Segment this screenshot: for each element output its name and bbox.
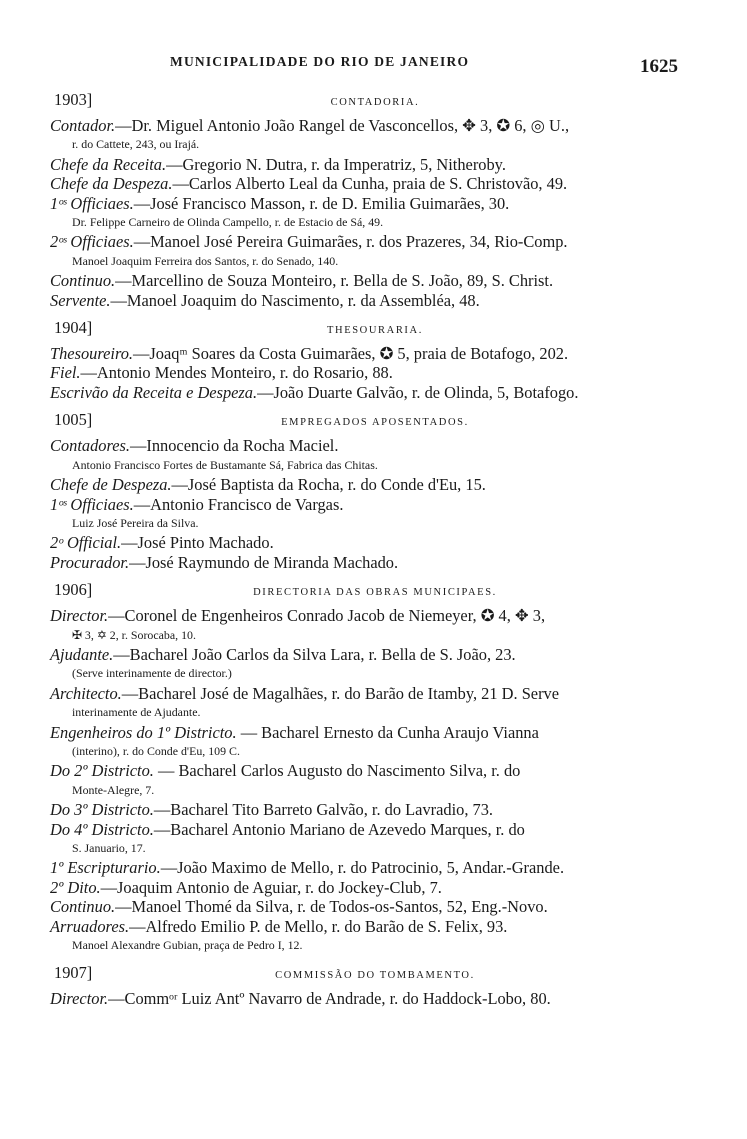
entry-text: —José Baptista da Rocha, r. do Conde d'Eu, 15.	[171, 475, 486, 495]
entry-role: Contadores.	[50, 436, 130, 456]
entry-role: Servente.	[50, 290, 111, 310]
section-title: CONTADORIA.	[330, 97, 420, 108]
entry-text: —Manoel Thomé da Silva, r. de Todos-os-Santos, 52, Eng.-Novo.	[115, 897, 548, 917]
entry-line	[50, 897, 700, 916]
entry-line	[50, 917, 700, 936]
page-number: 1625	[640, 56, 678, 77]
entry-line	[50, 344, 700, 363]
section-entries	[50, 606, 700, 955]
section-number: 1906]	[54, 580, 93, 600]
entry-line	[50, 800, 700, 819]
entry-role: 2º Dito.	[50, 877, 101, 897]
section-title: EMPREGADOS APOSENTADOS.	[281, 417, 469, 429]
entry-text: —João Maximo de Mello, r. do Patrocinio, 5, Andar.-Grande.	[160, 858, 565, 878]
entry-line	[50, 839, 700, 858]
entry-role: 1ᵒˢ Officiaes.	[50, 494, 134, 514]
entry-text: Monte-Alegre, 7.	[72, 782, 155, 797]
entry-line	[50, 723, 700, 742]
entry-role: Continuo.	[50, 271, 116, 291]
entry-line	[50, 533, 700, 552]
entry-text: —Manoel Joaquim do Nascimento, r. da Assembléa, 48.	[110, 290, 480, 310]
section-heading	[50, 408, 700, 432]
entry-role: Ajudante.	[50, 644, 114, 664]
entry-role: Architecto.	[50, 683, 122, 703]
entry-line	[50, 626, 700, 645]
entry-text: —Carlos Alberto Leal da Cunha, praia de S. Christovão, 49.	[172, 174, 568, 194]
entry-text: —José Raymundo de Miranda Machado.	[129, 552, 399, 572]
section-number: 1005]	[54, 410, 93, 430]
entry-text: —Gregorio N. Dutra, r. da Imperatriz, 5, Nitheroby.	[166, 154, 506, 174]
entry-text: —Marcellino de Souza Monteiro, r. Bella de S. João, 89, S. Christ.	[115, 271, 554, 291]
entry-text: —José Pinto Machado.	[121, 533, 274, 553]
entry-text: —João Duarte Galvão, r. de Olinda, 5, Botafogo.	[257, 382, 579, 402]
entry-line	[50, 858, 700, 877]
section-title: THESOURARIA.	[327, 325, 423, 337]
entry-line	[50, 664, 700, 683]
entry-text: —Commᵒʳ Luiz Antº Navarro de Andrade, r. do Haddock-Lobo, 80.	[108, 989, 551, 1009]
entry-line	[50, 456, 700, 475]
entry-role: Continuo.	[50, 897, 116, 917]
entry-text: — Bacharel Ernesto da Cunha Araujo Vianna	[236, 722, 539, 742]
entry-role: Contador.	[50, 116, 116, 135]
running-head: MUNICIPALIDADE DO RIO DE JANEIRO	[170, 54, 470, 69]
entry-text: —Bacharel João Carlos da Silva Lara, r. Bella de S. João, 23.	[113, 644, 516, 664]
entry-text: (Serve interinamente de director.)	[72, 666, 232, 681]
entry-text: S. Januario, 17.	[72, 841, 146, 855]
section-heading	[50, 578, 700, 602]
entry-text: Manoel Alexandre Gubian, praça de Pedro I, 12.	[72, 938, 303, 953]
entry-role: Chefe da Receita.	[50, 154, 167, 174]
entry-role: 2ᵒˢ Officiaes.	[50, 232, 134, 252]
entry-text: —Bacharel José de Magalhães, r. do Barão de Itamby, 21 D. Serve	[121, 683, 560, 703]
entry-role: Chefe da Despeza.	[50, 174, 173, 194]
entry-role: Arruadores.	[50, 916, 130, 936]
entry-line	[50, 232, 700, 251]
entry-line	[50, 761, 700, 780]
entry-text: ✠ 3, ✡ 2, r. Sorocaba, 10.	[72, 627, 196, 642]
entry-line	[50, 174, 700, 193]
entry-role: Fiel.	[50, 363, 81, 383]
entry-line	[50, 684, 700, 703]
entry-text: (interino), r. do Conde d'Eu, 109 C.	[72, 743, 240, 758]
entry-text: —Antonio Mendes Monteiro, r. do Rosario, 88.	[80, 363, 393, 383]
entry-role: Do 3º Districto.	[50, 800, 154, 820]
entry-text: Manoel Joaquim Ferreira dos Santos, r. do Senado, 140.	[72, 253, 339, 268]
entry-role: Director.	[50, 989, 109, 1009]
entry-text: —José Francisco Masson, r. de D. Emilia Guimarães, 30.	[133, 193, 510, 213]
entry-role: 2ᵒ Official.	[50, 533, 122, 553]
entry-text: —Bacharel Antonio Mariano de Azevedo Marques, r. do	[153, 819, 525, 839]
section-heading	[50, 316, 700, 340]
entry-text: r. do Cattete, 243, ou Irajá.	[72, 137, 200, 152]
entry-line	[50, 606, 700, 625]
entry-role: Engenheiros do 1º Districto.	[50, 722, 237, 742]
entry-line	[50, 989, 700, 1008]
entry-role: Thesoureiro.	[50, 344, 134, 364]
entry-text: —Joaqᵐ Soares da Costa Guimarães, ✪ 5, praia de Botafogo, 202.	[133, 344, 569, 364]
entry-text: —Bacharel Tito Barreto Galvão, r. do Lavradio, 73.	[153, 800, 494, 820]
entry-role: 1ᵒˢ Officiaes.	[50, 193, 134, 213]
section-number: 1904]	[54, 318, 93, 338]
entry-role: Escrivão da Receita e Despeza.	[50, 382, 258, 402]
entry-line	[50, 363, 700, 382]
entry-line	[50, 878, 700, 897]
entry-text: —Antonio Francisco de Vargas.	[133, 494, 344, 514]
entry-text: —Joaquim Antonio de Aguiar, r. do Jockey-Club, 7.	[100, 877, 442, 897]
entry-line	[50, 495, 700, 514]
entry-line	[50, 553, 700, 572]
entry-line	[50, 514, 700, 533]
entry-line	[50, 271, 700, 290]
section-title: DIRECTORIA DAS OBRAS MUNICIPAES.	[253, 587, 497, 599]
section-entries	[50, 344, 700, 402]
section-number: 1907]	[54, 963, 93, 983]
entry-line	[50, 475, 700, 494]
section-entries	[50, 989, 700, 1008]
entry-line	[50, 383, 700, 402]
entry-line	[50, 645, 700, 664]
entry-line	[50, 252, 700, 271]
entry-line	[50, 135, 700, 154]
entry-line	[50, 291, 700, 310]
section-heading	[50, 88, 700, 112]
section-entries	[50, 116, 700, 310]
entry-text: Antonio Francisco Fortes de Bustamante Sá, Fabrica das Chitas.	[72, 457, 378, 472]
entry-text: —Coronel de Engenheiros Conrado Jacob de Niemeyer, ✪ 4, ✥ 3,	[108, 606, 546, 626]
entry-text: —Alfredo Emilio P. de Mello, r. do Barão de S. Felix, 93.	[129, 916, 508, 936]
entry-role: 1º Escripturario.	[50, 858, 161, 878]
entry-text: interinamente de Ajudante.	[72, 705, 201, 720]
section-heading	[50, 961, 700, 985]
entry-line	[50, 194, 700, 213]
entry-role: Director.	[50, 606, 109, 626]
entry-line	[50, 155, 700, 174]
entry-role: Do 4º Districto.	[50, 819, 154, 839]
entry-text: —Innocencio da Rocha Maciel.	[129, 436, 339, 456]
body-text	[50, 88, 700, 1015]
entry-line	[50, 436, 700, 455]
entry-text: Luiz José Pereira da Silva.	[72, 515, 199, 530]
entry-line	[50, 781, 700, 800]
entry-text: —Manoel José Pereira Guimarães, r. dos Prazeres, 34, Rio-Comp.	[133, 232, 568, 252]
section-entries	[50, 436, 700, 572]
entry-role: Procurador.	[50, 552, 130, 572]
entry-text: Dr. Felippe Carneiro de Olinda Campello, r. de Estacio de Sá, 49.	[72, 215, 384, 230]
entry-role: Chefe de Despeza.	[50, 475, 172, 495]
entry-role: Do 2º Districto.	[50, 761, 154, 781]
section-number: 1903]	[54, 90, 93, 109]
entry-text: —Dr. Miguel Antonio João Rangel de Vasconcellos, ✥ 3, ✪ 6, ◎ U.,	[115, 116, 570, 135]
entry-line	[50, 742, 700, 761]
entry-line	[50, 820, 700, 839]
entry-line	[50, 116, 700, 135]
section-title: COMMISSÃO DO TOMBAMENTO.	[275, 970, 475, 982]
entry-text: — Bacharel Carlos Augusto do Nascimento Silva, r. do	[153, 761, 521, 781]
entry-line	[50, 936, 700, 955]
entry-line	[50, 213, 700, 232]
entry-line	[50, 703, 700, 722]
